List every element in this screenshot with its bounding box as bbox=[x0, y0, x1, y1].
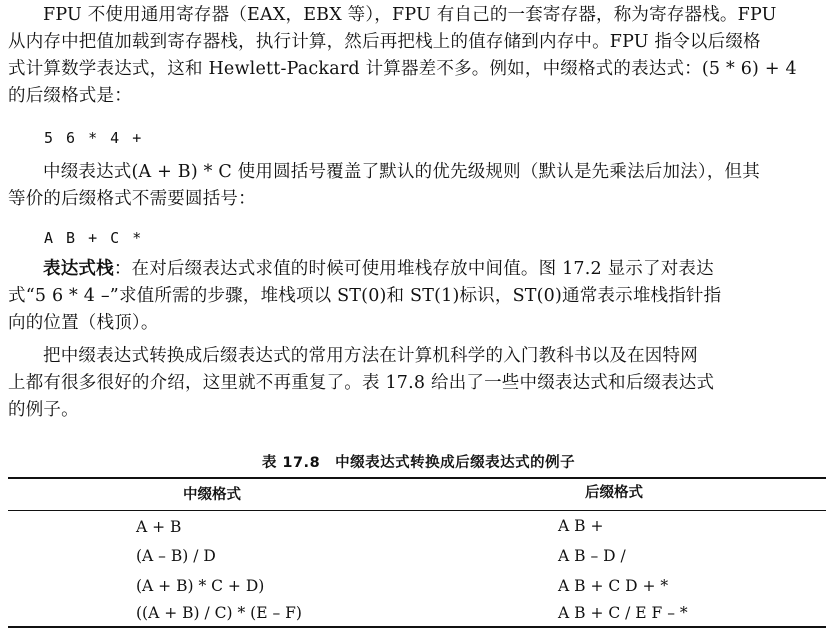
text-line: FPU 不使用通用寄存器（EAX，EBX 等），FPU 有自己的一套寄存器，称为寄存器栈。FPU bbox=[43, 5, 777, 25]
table-header-infix: 中缀格式 bbox=[183, 487, 241, 503]
text-line: 把中缀表达式转换成后缀表达式的常用方法在计算机科学的入门教科书以及在因特网 bbox=[43, 346, 698, 366]
table-cell-postfix: A B + bbox=[558, 517, 604, 535]
table-bottom-rule bbox=[8, 626, 826, 628]
text-line: 中缀表达式(A + B) * C 使用圆括号覆盖了默认的优先级规则（默认是先乘法后加法），但其 bbox=[43, 162, 760, 182]
table-cell-infix: ((A + B) / C) * (E – F) bbox=[136, 604, 302, 622]
table-cell-postfix: A B + C / E F – * bbox=[558, 604, 688, 622]
table-cell-infix: (A + B) * C + D) bbox=[136, 577, 265, 595]
paragraph-parentheses bbox=[8, 159, 826, 213]
code-example-postfix-2: A B + C * bbox=[44, 229, 144, 247]
table-cell-postfix: A B + C D + * bbox=[558, 577, 669, 595]
table-top-rule bbox=[8, 477, 826, 479]
text-line: 式“5 6 * 4 –”求值所需的步骤，堆栈项以 ST(0)和 ST(1)标识，ST(0)通常表示堆栈指针指 bbox=[8, 286, 722, 306]
paragraph-expression-stack bbox=[8, 256, 826, 337]
table-cell-infix: A + B bbox=[136, 518, 182, 536]
text-line: ：在对后缀表达式求值的时候可使用堆栈存放中间值。图 17.2 显示了对表达 bbox=[113, 259, 714, 279]
table-cell-postfix: A B – D / bbox=[558, 547, 626, 565]
code-example-postfix-1: 5 6 * 4 + bbox=[44, 129, 144, 147]
text-line: 的后缀格式是： bbox=[8, 86, 132, 106]
table-caption: 表 17.8 中缀表达式转换成后缀表达式的例子 bbox=[261, 455, 576, 471]
text-line: 的例子。 bbox=[8, 400, 79, 420]
text-line: 等价的后缀格式不需要圆括号： bbox=[8, 189, 256, 209]
table-header-rule bbox=[8, 510, 826, 511]
text-line: 式计算数学表达式，这和 Hewlett-Packard 计算器差不多。例如，中缀格式的表达式：(5 * 6) + 4 bbox=[8, 59, 797, 79]
table-header-postfix: 后缀格式 bbox=[585, 485, 643, 501]
table-cell-infix: (A – B) / D bbox=[136, 547, 216, 565]
text-line: 向的位置（栈顶）。 bbox=[8, 313, 159, 333]
paragraph-conversion-methods bbox=[8, 343, 826, 424]
term-expression-stack: 表达式栈 bbox=[43, 259, 114, 279]
text-line: 从内存中把值加载到寄存器栈，执行计算，然后再把栈上的值存储到内存中。FPU 指令以后缀格 bbox=[8, 32, 761, 52]
text-line: 上都有很多很好的介绍，这里就不再重复了。表 17.8 给出了一些中缀表达式和后缀表达式 bbox=[8, 373, 715, 393]
paragraph-fpu-registers bbox=[8, 2, 826, 110]
